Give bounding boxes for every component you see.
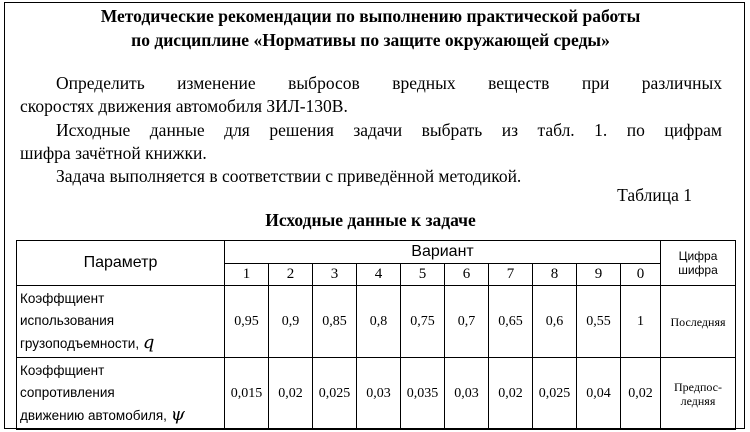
title-line-2: по дисциплине «Нормативы по защите окружающей среды» xyxy=(131,30,610,50)
variant-number: 1 xyxy=(225,264,269,286)
parameter-name-line-1: Коэффщиент xyxy=(20,291,105,306)
value-cell: 0,85 xyxy=(313,286,357,358)
header-parameter: Параметр xyxy=(17,241,225,286)
paragraph-1-line-2: скоростях движения автомобиля ЗИЛ-130В. xyxy=(20,96,348,116)
header-cipher-line-2: шифра xyxy=(678,263,718,277)
variant-number: 7 xyxy=(489,264,533,286)
cipher-digit-cell xyxy=(661,286,736,358)
parameter-name xyxy=(17,286,225,358)
variant-number: 4 xyxy=(357,264,401,286)
header-cipher-line-1: Цифра xyxy=(678,249,718,263)
value-cell: 0,015 xyxy=(225,358,269,430)
variant-number: 9 xyxy=(577,264,621,286)
paragraph-1-line-1: Определить изменение выбросов вредных веществ при различных xyxy=(56,73,722,93)
parameter-name xyxy=(17,358,225,430)
value-cell: 0,9 xyxy=(269,286,313,358)
variant-number: 5 xyxy=(401,264,445,286)
document-title xyxy=(0,4,741,52)
table-row xyxy=(17,286,736,358)
parameter-symbol: q xyxy=(142,332,155,353)
title-line-1: Методические рекомендации по выполнению практической работы xyxy=(100,6,641,26)
value-cell: 0,7 xyxy=(445,286,489,358)
value-cell: 0,03 xyxy=(357,358,401,430)
paragraph-3: Задача выполняется в соответствии с приведённой методикой. xyxy=(56,166,522,186)
header-variant: Вариант xyxy=(225,241,661,264)
value-cell: 0,75 xyxy=(401,286,445,358)
cipher-line-2: ледняя xyxy=(680,393,716,408)
parameter-name-line-1: Коэффщиент xyxy=(20,363,105,378)
cipher-line-1: Последняя xyxy=(670,314,726,329)
variant-number: 3 xyxy=(313,264,357,286)
table-label: Таблица 1 xyxy=(617,185,692,205)
value-cell: 0,55 xyxy=(577,286,621,358)
value-cell: 0,95 xyxy=(225,286,269,358)
value-cell: 0,025 xyxy=(313,358,357,430)
variant-number: 8 xyxy=(533,264,577,286)
parameter-name-line-3: грузоподъемности, xyxy=(20,336,140,351)
value-cell: 0,04 xyxy=(577,358,621,430)
value-cell: 0,035 xyxy=(401,358,445,430)
cipher-line-1: Предпос- xyxy=(674,379,722,394)
parameter-symbol: ψ xyxy=(170,404,185,425)
value-cell: 0,02 xyxy=(269,358,313,430)
variant-number: 6 xyxy=(445,264,489,286)
table-row xyxy=(17,358,736,430)
source-data-table xyxy=(16,240,736,430)
value-cell: 0,02 xyxy=(489,358,533,430)
value-cell: 0,65 xyxy=(489,286,533,358)
parameter-name-line-3: движению автомобиля, xyxy=(20,408,167,423)
value-cell: 0,02 xyxy=(621,358,661,430)
value-cell: 0,6 xyxy=(533,286,577,358)
parameter-name-line-2: использования xyxy=(20,313,115,328)
cipher-digit-cell xyxy=(661,358,736,430)
variant-number: 2 xyxy=(269,264,313,286)
value-cell: 0,025 xyxy=(533,358,577,430)
paragraph-2-line-1: Исходные данные для решения задачи выбрать из табл. 1. по цифрам xyxy=(56,120,722,140)
value-cell: 0,8 xyxy=(357,286,401,358)
header-cipher-digit xyxy=(661,241,736,286)
table-caption: Исходные данные к задаче xyxy=(265,210,476,230)
paragraph-2-line-2: шифра зачётной книжки. xyxy=(20,143,207,163)
variant-number: 0 xyxy=(621,264,661,286)
value-cell: 1 xyxy=(621,286,661,358)
value-cell: 0,03 xyxy=(445,358,489,430)
parameter-name-line-2: сопротивления xyxy=(20,385,115,400)
